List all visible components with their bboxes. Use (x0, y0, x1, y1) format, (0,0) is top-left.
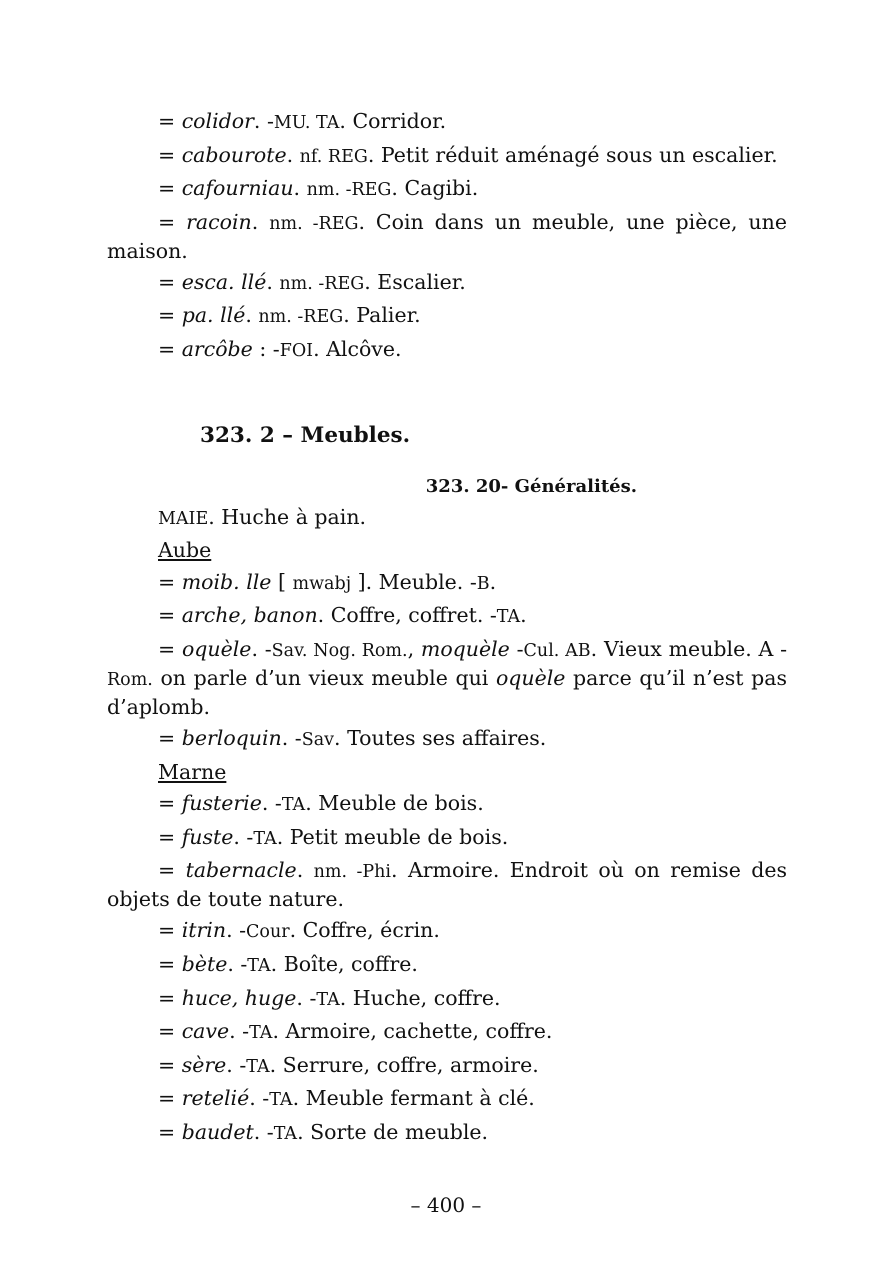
entry-line: = pa. llé. nm. -REG. Palier. (158, 303, 421, 328)
region-heading: Aube (158, 538, 212, 563)
entry-abbr: TA (496, 607, 521, 628)
entry-abbr: TA (246, 1056, 270, 1077)
entry-line: = itrin. -Cour. Coffre, écrin. (158, 918, 440, 943)
entry-line: = fuste. -TA. Petit meuble de bois. (158, 824, 509, 849)
entry-abbr: TA (281, 795, 306, 816)
entry-abbr: TA (253, 828, 277, 849)
entry-abbr: TA (269, 1090, 293, 1111)
entry-abbr: Sav (301, 729, 335, 750)
entry-term: moquèle (420, 636, 510, 661)
entry-term: arcôbe (181, 336, 253, 361)
entry-line: = sère. -TA. Serrure, coffre, armoire. (158, 1052, 539, 1077)
entry-abbr: Cour (246, 922, 290, 943)
entry-line: = esca. llé. nm. -REG. Escalier. (158, 269, 466, 294)
entry-term: fuste (181, 824, 234, 849)
entry-line: = cabourote. nf. REG. Petit réduit aménagé sous un escalier. (158, 142, 778, 167)
entry-abbr: MAIE (158, 508, 209, 529)
entry-term: cave (181, 1019, 230, 1044)
entry-abbr: TA (273, 1123, 298, 1144)
entry-abbr: Sav. Nog. Rom. (271, 640, 408, 661)
entry-line: MAIE. Huche à pain. (158, 504, 367, 529)
section-title: 323. 2 – Meubles. (200, 422, 411, 448)
entry-line: = arche, banon. Coffre, coffret. -TA. (158, 603, 527, 628)
entry-term: oquèle (181, 636, 252, 661)
entry-abbr: nm. -REG (269, 213, 359, 234)
entry-line: = retelié. -TA. Meuble fermant à clé. (158, 1086, 535, 1111)
entry-line: = oquèle. -Sav. Nog. Rom., moquèle -Cul. AB. Vieux meuble. A -Rom. on parle d’un vieux meuble qui oquèle parce qu’il n’est pas d’aplomb. (107, 636, 787, 719)
region-heading: Marne (158, 759, 227, 784)
entry-term: colidor (181, 109, 254, 133)
entry-term: fusterie (181, 791, 262, 816)
entry-term: bète (181, 951, 228, 976)
page-number: – 400 – (410, 1193, 482, 1217)
entry-line: = tabernacle. nm. -Phi. Armoire. Endroit où on remise des objets de toute nature. (107, 858, 787, 912)
entry-line: = moib. lle [ mwabj ]. Meuble. -B. (158, 569, 497, 594)
entry-abbr: TA (249, 1023, 273, 1044)
entry-term: baudet (181, 1119, 254, 1144)
entry-term: huce, huge (181, 985, 297, 1010)
entry-term: cafourniau (181, 176, 294, 201)
entry-line: = fusterie. -TA. Meuble de bois. (158, 791, 484, 816)
entry-term: berloquin (181, 725, 282, 750)
entry-abbr: MU. TA (273, 113, 340, 133)
entry-abbr: nm. -REG (258, 307, 344, 328)
entry-term: moib. lle (181, 569, 272, 594)
entry-line: = arcôbe : -FOI. Alcôve. (158, 336, 402, 361)
subsection-title: 323. 20- Généralités. (425, 475, 637, 497)
entry-term: esca. llé (181, 269, 267, 294)
entry-abbr: Cul. AB (523, 640, 591, 661)
entry-term: tabernacle (185, 858, 297, 883)
entry-abbr: nf. REG (299, 146, 368, 167)
entry-line: = berloquin. -Sav. Toutes ses affaires. (158, 725, 547, 750)
entry-line: = cafourniau. nm. -REG. Cagibi. (158, 176, 479, 201)
entry-term: arche, banon (181, 603, 318, 628)
entry-term: itrin (181, 918, 227, 943)
entry-term: cabourote (181, 142, 287, 167)
entry-abbr: nm. -Phi (313, 862, 392, 883)
entry-term: retelié (181, 1086, 250, 1111)
entry-line: = baudet. -TA. Sorte de meuble. (158, 1119, 489, 1144)
entry-term: oquèle (495, 665, 566, 690)
page-body (107, 106, 787, 1150)
entry-abbr: TA (316, 989, 340, 1010)
entry-term: sère (181, 1052, 227, 1077)
entry-abbr: FOI (279, 340, 314, 361)
entry-line: = bète. -TA. Boîte, coffre. (158, 951, 418, 976)
entry-abbr: nm. -REG (306, 180, 392, 201)
entry-phonetic: mwabj (292, 573, 352, 594)
entry-line: = racoin. nm. -REG. Coin dans un meuble, une pièce, une maison. (107, 209, 787, 263)
entry-abbr: TA (247, 955, 271, 976)
entry-line: = colidor. -MU. TA. Corridor. (158, 109, 447, 133)
entry-line: = cave. -TA. Armoire, cachette, coffre. (158, 1019, 553, 1044)
entry-abbr: B (476, 573, 490, 594)
entry-abbr: nm. -REG (279, 273, 365, 294)
entry-term: racoin (186, 209, 252, 234)
entry-abbr: Rom. (107, 669, 153, 690)
entry-line: = huce, huge. -TA. Huche, coffre. (158, 985, 501, 1010)
entry-term: pa. llé (181, 303, 246, 328)
